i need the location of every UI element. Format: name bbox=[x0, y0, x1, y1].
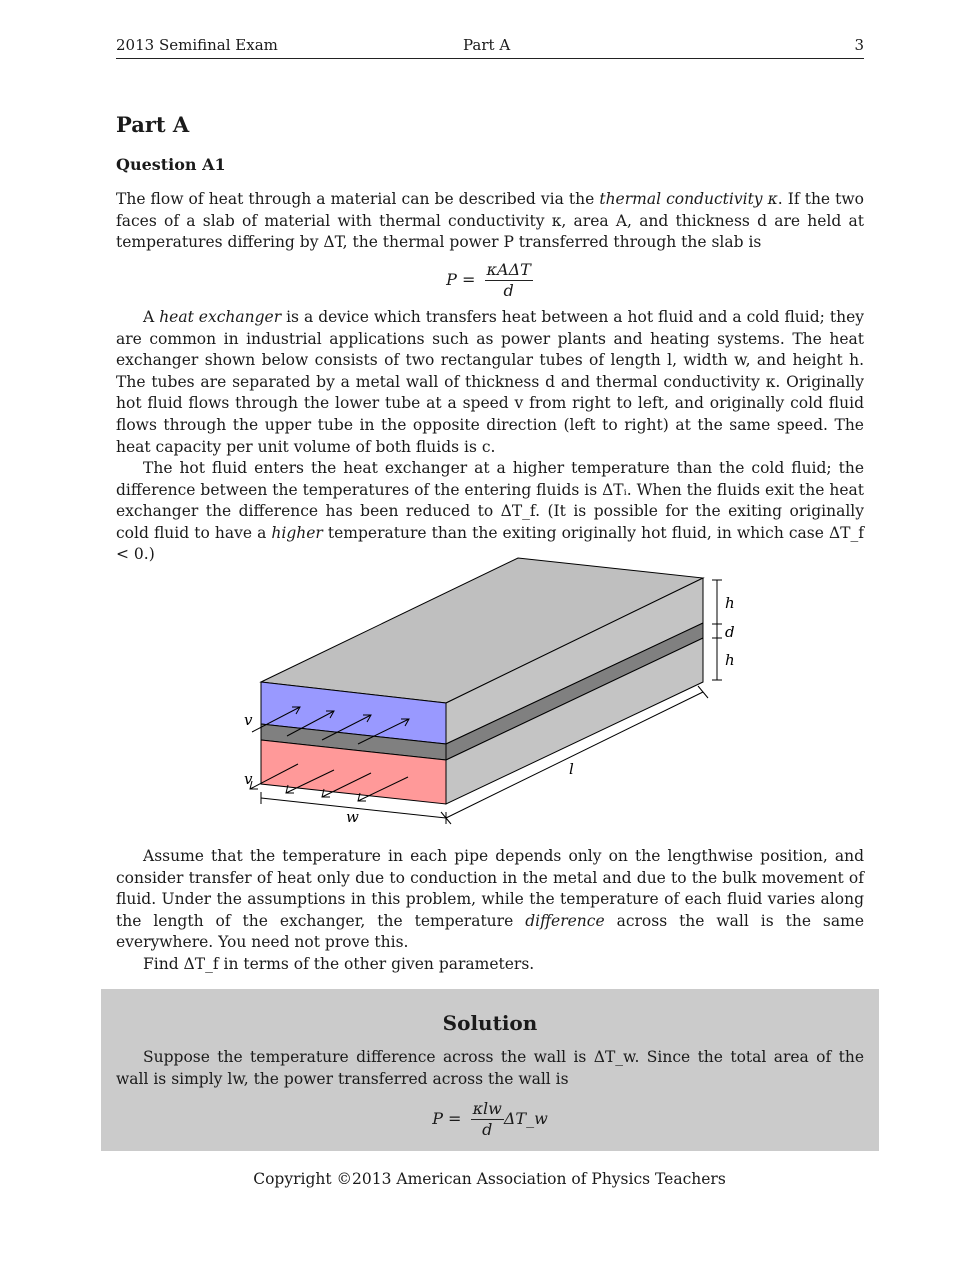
paragraph-text: A bbox=[143, 308, 160, 326]
solution-title: Solution bbox=[442, 1011, 538, 1035]
paragraph-temperatures bbox=[116, 458, 864, 566]
equation-thermal-power bbox=[0, 260, 979, 301]
emphasis: thermal conductivity κ bbox=[599, 190, 778, 208]
label-v-top: v bbox=[244, 711, 253, 729]
numerator: κAΔT bbox=[486, 260, 531, 279]
page-number: 3 bbox=[854, 36, 864, 54]
height-dimensions bbox=[712, 580, 722, 680]
paragraph-text: across the wall is the same everywhere. You need not prove this. bbox=[116, 911, 864, 952]
emphasis: heat exchanger bbox=[159, 308, 282, 326]
equation-lhs: P = bbox=[432, 1109, 462, 1128]
label-d: d bbox=[725, 623, 735, 641]
copyright-footer: Copyright ©2013 American Association of Physics Teachers bbox=[253, 1170, 726, 1188]
emphasis: higher bbox=[271, 523, 323, 542]
solution-box bbox=[101, 989, 879, 1151]
paragraph-text: is a device which transfers heat between a hot fluid and a cold fluid; they are common in industrial applications such as power plants and heating systems. The heat exchanger shown below consists of two rectangular tubes of length l, width w, and height h. The tubes are separated by a metal wall of thickness d and thermal conductivity κ. Originally hot fluid flows through the lower tube at a speed v from right to left, and originally cold fluid flows through the upper tube in the opposite direction (left to right) at the same speed. The heat capacity per unit volume of both fluids is c. bbox=[116, 308, 865, 456]
header-left: 2013 Semifinal Exam bbox=[116, 36, 278, 54]
paragraph-assumptions bbox=[116, 846, 864, 954]
page-header bbox=[116, 36, 864, 59]
paragraph-intro bbox=[116, 189, 864, 254]
paragraph-heat-exchanger bbox=[116, 307, 864, 458]
label-v-bottom: v bbox=[244, 770, 253, 788]
equation-wall-power bbox=[101, 1099, 879, 1140]
equation-lhs: P = bbox=[446, 270, 476, 289]
emphasis: difference bbox=[525, 911, 605, 930]
denominator: d bbox=[503, 281, 514, 300]
part-title: Part A bbox=[116, 112, 190, 137]
header-center: Part A bbox=[463, 36, 511, 54]
paragraph-text: Assume that the temperature in each pipe depends only on the lengthwise position, and consider transfer of heat only due to conduction in the metal and due to the bulk movement of fluid. Under the assumptions in this problem, while the temperature of each fluid varies along the length of the exchanger, the temperature bbox=[116, 847, 864, 930]
label-length: l bbox=[569, 760, 574, 778]
label-h-top: h bbox=[725, 594, 735, 612]
label-h-bottom: h bbox=[725, 651, 735, 669]
fraction bbox=[471, 1099, 504, 1140]
fraction bbox=[485, 260, 533, 301]
question-title: Question A1 bbox=[116, 155, 226, 174]
label-width: w bbox=[346, 808, 359, 826]
paragraph-text: temperature than the exiting originally hot fluid, in which case ΔT_f < 0.) bbox=[116, 523, 865, 564]
paragraph-question: Find ΔT_f in terms of the other given parameters. bbox=[143, 955, 535, 973]
denominator: d bbox=[482, 1120, 493, 1139]
paragraph-text: . If the two faces of a slab of material with thermal conductivity κ, area A, and thickness d are held at temperatures differing by ΔT, the thermal power P transferred through the slab is bbox=[116, 190, 864, 252]
solution-text: Suppose the temperature difference across the wall is ΔT_w. Since the total area of the wall is simply lw, the power transferred across the wall is bbox=[116, 1048, 864, 1088]
equation-tail: ΔT_w bbox=[503, 1109, 548, 1128]
heat-exchanger-figure bbox=[0, 555, 979, 835]
paragraph-text: The flow of heat through a material can be described via the bbox=[116, 190, 600, 208]
numerator: κlw bbox=[472, 1099, 502, 1118]
paragraph-text: The hot fluid enters the heat exchanger at a higher temperature than the cold fluid; the difference between the temperatures of the entering fluids is ΔTᵢ. When the fluids exit the heat exchanger the difference has been reduced to ΔT_f. (It is possible for the exiting originally cold fluid to have a bbox=[116, 459, 864, 542]
